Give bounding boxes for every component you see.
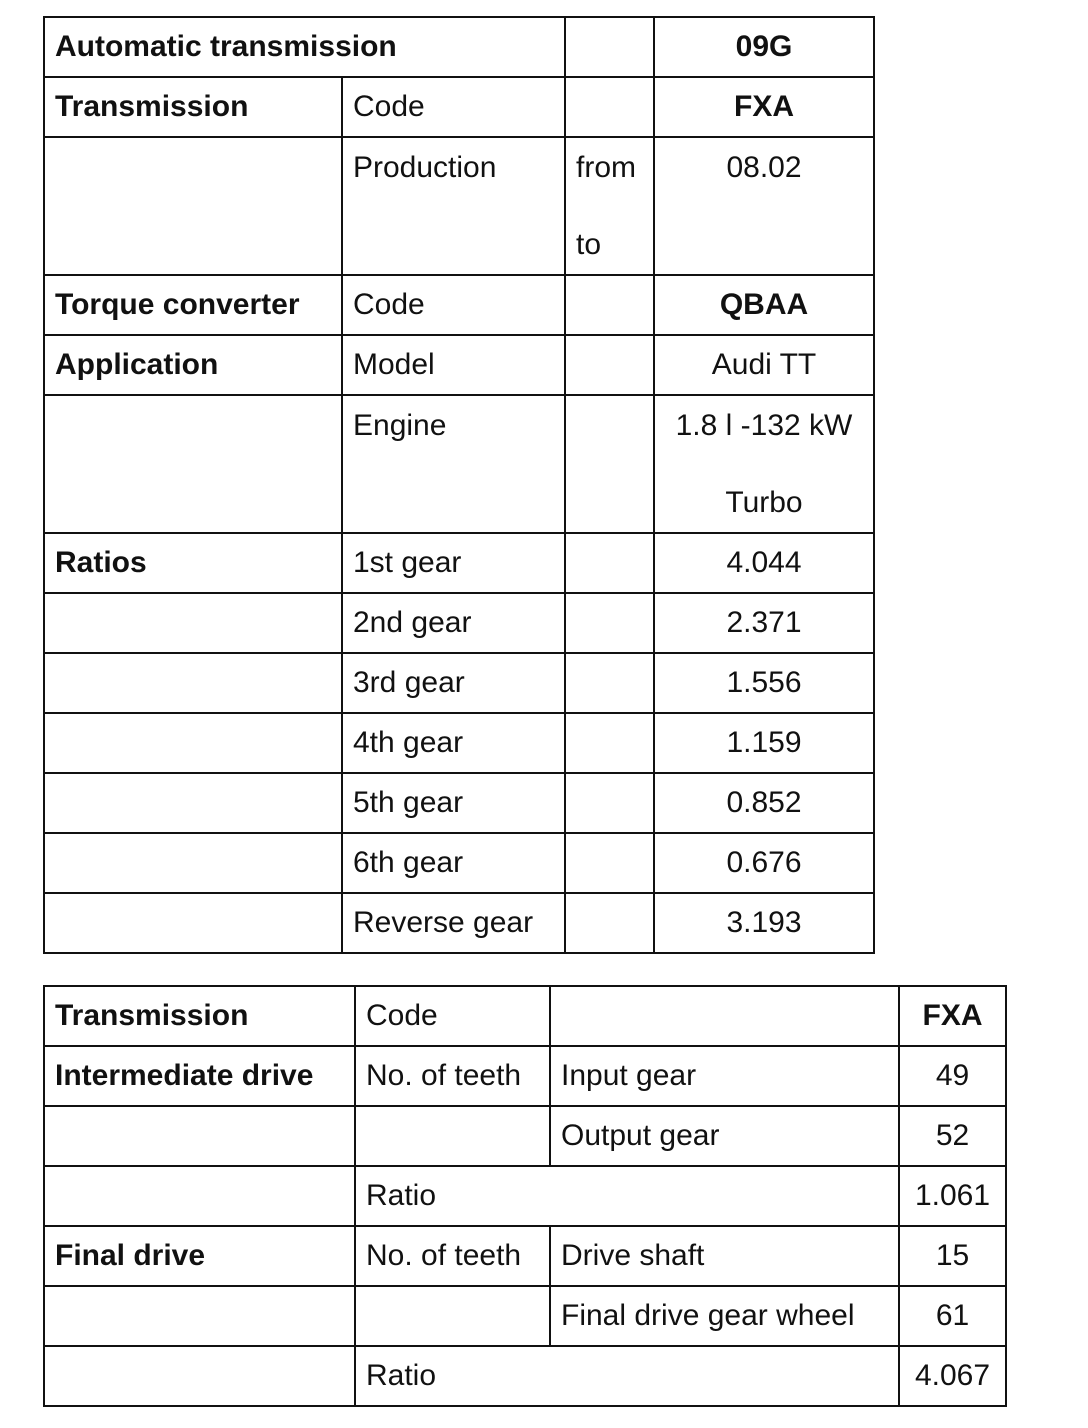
gear-ratio: 3.193 (654, 893, 874, 953)
field-label: Code (355, 986, 550, 1046)
gear-label: 1st gear (342, 533, 565, 593)
gear-ratio: 2.371 (654, 593, 874, 653)
gear-label: Reverse gear (342, 893, 565, 953)
field-label: Ratio (355, 1346, 899, 1406)
gear-label: 2nd gear (342, 593, 565, 653)
field-label: No. of teeth (355, 1046, 550, 1106)
gear-ratio: 1.159 (654, 713, 874, 773)
table-row (44, 833, 874, 893)
gear-ratio: 0.676 (654, 833, 874, 893)
cell-value: 15 (899, 1226, 1006, 1286)
sub-label: Output gear (550, 1106, 899, 1166)
drive-spec-table (43, 985, 1007, 1407)
table-row (44, 533, 874, 593)
table-row (44, 593, 874, 653)
gear-label: 4th gear (342, 713, 565, 773)
cell-value: 49 (899, 1046, 1006, 1106)
field-label: Code (342, 275, 565, 335)
cell-value: FXA (654, 77, 874, 137)
from-label: from (576, 151, 636, 184)
gear-ratio: 0.852 (654, 773, 874, 833)
cell-value: 52 (899, 1106, 1006, 1166)
field-label: Production (342, 137, 565, 275)
sub-label: Input gear (550, 1046, 899, 1106)
cell-value: 08.02 (654, 137, 874, 275)
table-row (44, 335, 874, 395)
cell-value: FXA (899, 986, 1006, 1046)
table-row (44, 653, 874, 713)
table-row (44, 773, 874, 833)
field-label: Model (342, 335, 565, 395)
gear-ratio: 4.044 (654, 533, 874, 593)
cell-value: 61 (899, 1286, 1006, 1346)
row-label: Intermediate drive (44, 1046, 355, 1106)
table-row (44, 1046, 1006, 1106)
gear-label: 6th gear (342, 833, 565, 893)
field-label: Ratio (355, 1166, 899, 1226)
sub-label: Drive shaft (550, 1226, 899, 1286)
table-row (44, 1286, 1006, 1346)
table-row (44, 275, 874, 335)
field-label: Code (342, 77, 565, 137)
gear-ratio: 1.556 (654, 653, 874, 713)
table-row (44, 1226, 1006, 1286)
cell-value: 1.061 (899, 1166, 1006, 1226)
table-row (44, 1346, 1006, 1406)
table-row (44, 395, 874, 533)
field-label: Engine (342, 395, 565, 533)
table-row (44, 137, 874, 275)
gear-label: 5th gear (342, 773, 565, 833)
row-label: Transmission (44, 986, 355, 1046)
engine-value-line2: Turbo (725, 486, 803, 519)
table-row (44, 893, 874, 953)
transmission-spec-table (43, 16, 875, 954)
row-label: Transmission (44, 77, 342, 137)
row-label: Final drive (44, 1226, 355, 1286)
cell-value: Audi TT (654, 335, 874, 395)
table-row (44, 713, 874, 773)
table-row (44, 17, 874, 77)
row-label: Ratios (44, 533, 342, 593)
table-title: Automatic transmission (44, 17, 565, 77)
gear-label: 3rd gear (342, 653, 565, 713)
field-label: No. of teeth (355, 1226, 550, 1286)
row-label: Application (44, 335, 342, 395)
to-label: to (576, 228, 602, 261)
transmission-type-value: 09G (654, 17, 874, 77)
cell-value: 4.067 (899, 1346, 1006, 1406)
row-label: Torque converter (44, 275, 342, 335)
table-row (44, 77, 874, 137)
sub-label: Final drive gear wheel (550, 1286, 899, 1346)
table-row (44, 986, 1006, 1046)
table-row (44, 1106, 1006, 1166)
engine-value-line1: 1.8 l -132 kW (675, 409, 853, 442)
table-row (44, 1166, 1006, 1226)
cell-value: QBAA (654, 275, 874, 335)
